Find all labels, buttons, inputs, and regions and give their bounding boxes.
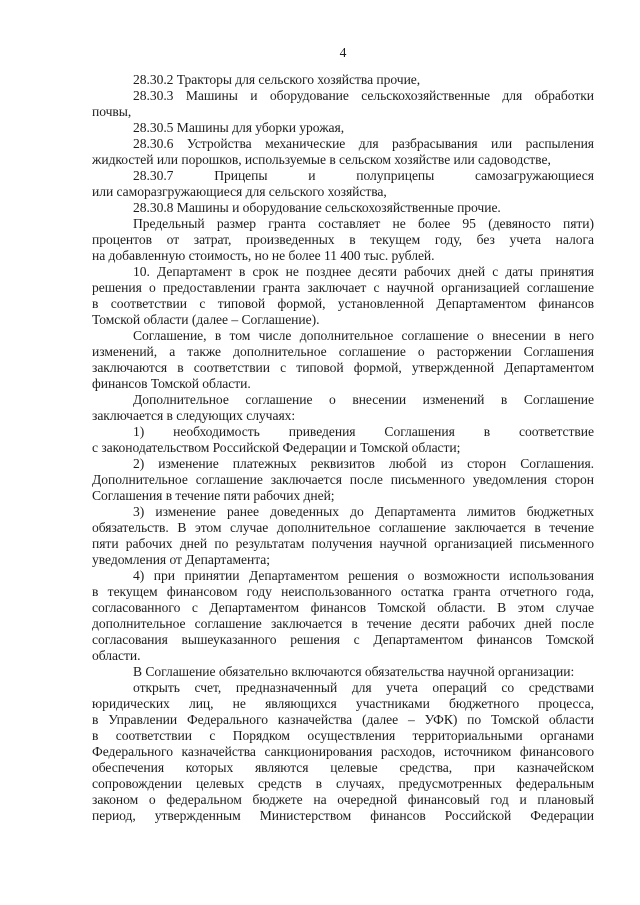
text-line: Томской области (далее – Соглашение).: [92, 312, 320, 327]
paragraph: [92, 680, 594, 824]
paragraph: [92, 504, 594, 568]
text-line: обязательств. В этом случае дополнительное соглашение заключается в течение: [92, 520, 594, 535]
page-number: 4: [339, 45, 347, 60]
text-line: Соглашения в течение пяти рабочих дней;: [92, 488, 335, 503]
text-line: 4) при принятии Департаментом решения о возможности использования: [133, 568, 594, 583]
text-line: 10. Департамент в срок не позднее десяти рабочих дней с даты принятия: [133, 264, 594, 279]
text-line: с законодательством Российской Федерации и Томской области;: [92, 440, 461, 455]
text-line: 1) необходимость приведения Соглашения в соответствие: [133, 424, 594, 439]
text-line: дополнительное соглашение заключается в течение десяти рабочих дней после: [92, 616, 594, 631]
text-line: или саморазгружающиеся для сельского хозяйства,: [92, 184, 387, 199]
text-line: период, утвержденным Министерством финансов Российской Федерации: [92, 808, 594, 823]
text-line: на добавленную стоимость, но не более 11 400 тыс. рублей.: [92, 248, 435, 263]
text-line: 28.30.8 Машины и оборудование сельскохозяйственные прочие.: [133, 200, 501, 215]
text-line: 2) изменение платежных реквизитов любой из сторон Соглашения.: [133, 456, 594, 471]
text-line: 28.30.6 Устройства механические для разбрасывания или распыления: [133, 136, 594, 151]
text-line: открыть счет, предназначенный для учета операций со средствами: [133, 680, 594, 695]
text-line: 28.30.5 Машины для уборки урожая,: [133, 120, 345, 135]
paragraph: [92, 168, 594, 200]
text-line: заключаются в соответствии с типовой формой, утвержденной Департаментом: [92, 360, 594, 375]
document-body: [92, 72, 594, 824]
paragraph: [92, 120, 594, 136]
text-line: В Соглашение обязательно включаются обязательства научной организации:: [133, 664, 575, 679]
text-line: в соответствии с Порядком осуществления территориальными органами: [92, 728, 594, 743]
text-line: Федерального казначейства санкционирования расходов, источником финансового: [92, 744, 594, 759]
text-line: изменений, а также дополнительное соглашение о расторжении Соглашения: [92, 344, 594, 359]
paragraph: [92, 264, 594, 328]
text-line: согласованного с Департаментом финансов Томской области. В этом случае: [92, 600, 594, 615]
text-line: в соответствии с типовой формой, установленной Департаментом финансов: [92, 296, 594, 311]
text-line: 28.30.3 Машины и оборудование сельскохозяйственные для обработки: [133, 88, 594, 103]
text-line: Соглашение, в том числе дополнительное соглашение о внесении в него: [133, 328, 594, 343]
text-line: области.: [92, 648, 141, 663]
paragraph: [92, 88, 594, 120]
text-line: Дополнительное соглашение о внесении изменений в Соглашение: [133, 392, 594, 407]
text-line: законом о федеральном бюджете на очередной финансовый год и плановый: [92, 792, 594, 807]
text-line: почвы,: [92, 104, 132, 119]
paragraph: [92, 424, 594, 456]
text-line: юридических лиц, не являющихся участниками бюджетного процесса,: [92, 696, 594, 711]
text-line: финансов Томской области.: [92, 376, 251, 391]
paragraph: [92, 664, 594, 680]
paragraph: [92, 200, 594, 216]
text-line: согласования вышеуказанного решения с Департаментом финансов Томской: [92, 632, 594, 647]
text-line: решения о предоставлении гранта заключает с научной организацией соглашение: [92, 280, 594, 295]
text-line: сопровождении целевых средств в случаях, предусмотренных федеральным: [92, 776, 594, 791]
paragraph: [92, 216, 594, 264]
text-line: обеспечения которых являются целевые средства, при казначейском: [92, 760, 594, 775]
text-line: уведомления от Департамента;: [92, 552, 270, 567]
text-line: в текущем финансовом году неиспользованного остатка гранта отчетного года,: [92, 584, 594, 599]
text-line: заключается в следующих случаях:: [92, 408, 296, 423]
paragraph: [92, 568, 594, 664]
text-line: Предельный размер гранта составляет не более 95 (девяносто пяти): [133, 216, 594, 231]
paragraph: [92, 72, 594, 88]
paragraph: [92, 328, 594, 392]
text-line: в Управлении Федерального казначейства (далее – УФК) по Томской области: [92, 712, 594, 727]
text-line: 28.30.7 Прицепы и полуприцепы самозагружающиеся: [133, 168, 594, 183]
paragraph: [92, 136, 594, 168]
text-line: Дополнительное соглашение заключается после письменного уведомления сторон: [92, 472, 594, 487]
text-line: 3) изменение ранее доведенных до Департамента лимитов бюджетных: [133, 504, 594, 519]
text-line: процентов от затрат, произведенных в текущем году, без учета налога: [92, 232, 594, 247]
text-line: жидкостей или порошков, используемые в сельском хозяйстве или садоводстве,: [92, 152, 551, 167]
text-line: 28.30.2 Тракторы для сельского хозяйства прочие,: [133, 72, 421, 87]
paragraph: [92, 392, 594, 424]
paragraph: [92, 456, 594, 504]
text-line: пяти рабочих дней по результатам получения научной организацией письменного: [92, 536, 594, 551]
